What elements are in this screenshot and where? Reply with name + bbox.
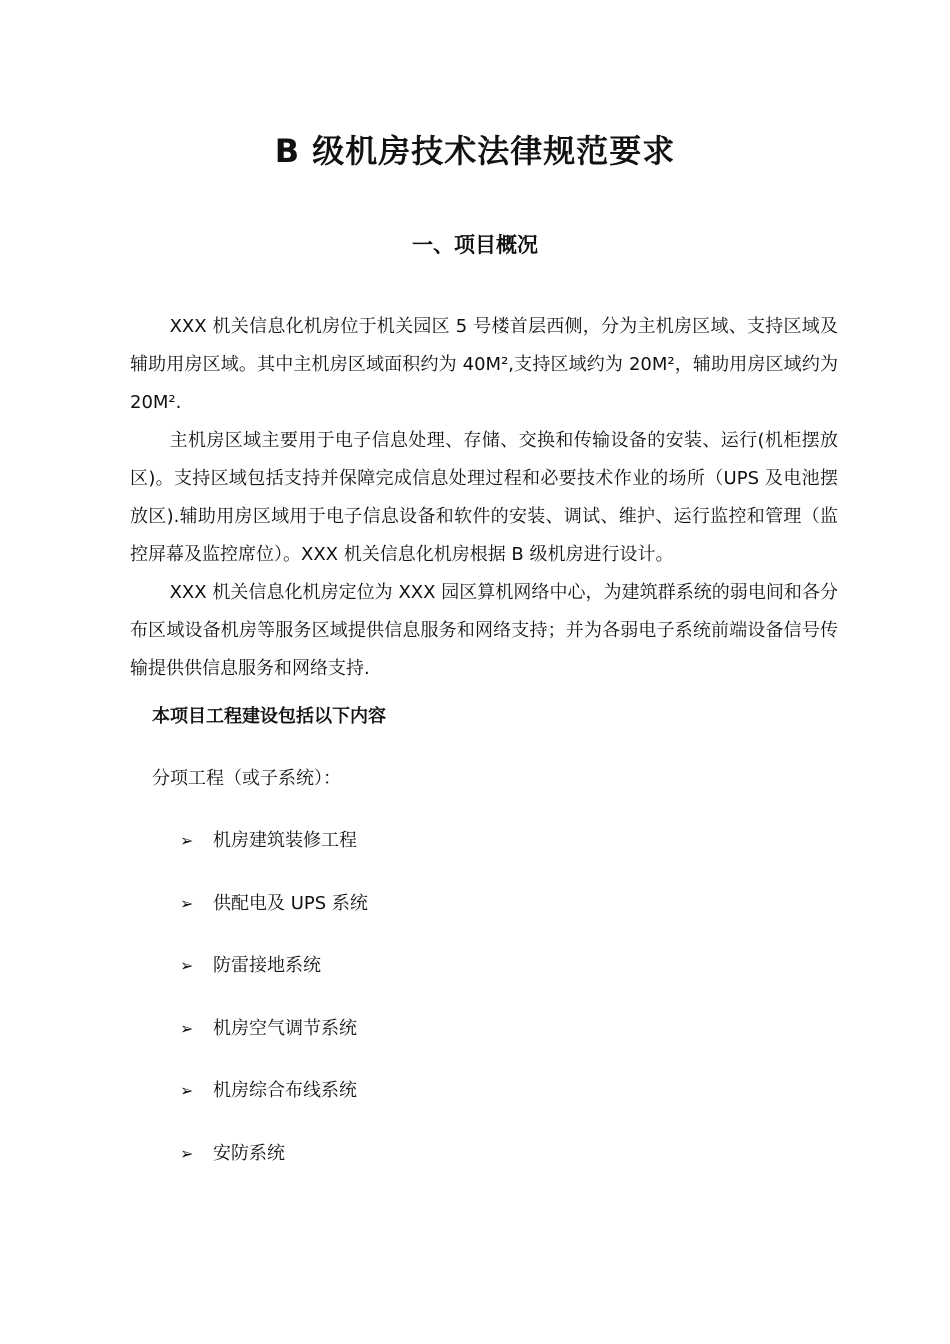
list-item-label: 供配电及 UPS 系统 xyxy=(213,892,368,914)
scope-heading: 本项目工程建设包括以下内容 xyxy=(152,706,386,727)
arrow-bullet-icon: ➢ xyxy=(180,831,194,850)
list-item-label: 机房空气调节系统 xyxy=(213,1017,357,1039)
list-item xyxy=(180,951,368,1014)
paragraph: 主机房区域主要用于电子信息处理、存储、交换和传输设备的安装、运行(机柜摆放区)。支持区域包括支持并保障完成信息处理过程和必要技术作业的场所（UPS 及电池摆放区).辅助用房区域用于电子信息设备和软件的安装、调试、维护、运行监控和管理（监控屏幕及监控席位）。XXX 机关信息化机房根据 B 级机房进行设计。 xyxy=(130,430,838,565)
list-item-label: 安防系统 xyxy=(213,1142,285,1164)
section-heading: 一、项目概况 xyxy=(412,233,538,257)
arrow-bullet-icon: ➢ xyxy=(180,1081,194,1100)
list-item xyxy=(180,1076,368,1139)
list-item xyxy=(180,889,368,952)
subitem-label: 分项工程（或子系统）： xyxy=(152,768,341,789)
list-item xyxy=(180,1014,368,1077)
paragraph: XXX 机关信息化机房位于机关园区 5 号楼首层西侧，分为主机房区域、支持区域及辅助用房区域。其中主机房区域面积约为 40M²,支持区域约为 20M²，辅助用房区域约为 20M². xyxy=(130,316,838,413)
list-item-label: 机房建筑装修工程 xyxy=(213,830,357,851)
paragraph: XXX 机关信息化机房定位为 XXX 园区算机网络中心，为建筑群系统的弱电间和各分布区域设备机房等服务区域提供信息服务和网络支持；并为各弱电子系统前端设备信号传输提供供信息服务和网络支持. xyxy=(130,582,838,679)
arrow-bullet-icon: ➢ xyxy=(180,1143,194,1163)
list-item xyxy=(180,1139,368,1202)
arrow-bullet-icon: ➢ xyxy=(180,956,194,975)
list-item-label: 防雷接地系统 xyxy=(213,955,321,976)
subsystem-list xyxy=(180,826,368,1201)
overview-body xyxy=(130,308,838,688)
arrow-bullet-icon: ➢ xyxy=(180,1018,194,1038)
arrow-bullet-icon: ➢ xyxy=(180,893,194,913)
document-title: B 级机房技术法律规范要求 xyxy=(274,132,676,170)
list-item xyxy=(180,826,368,889)
list-item-label: 机房综合布线系统 xyxy=(213,1080,357,1101)
